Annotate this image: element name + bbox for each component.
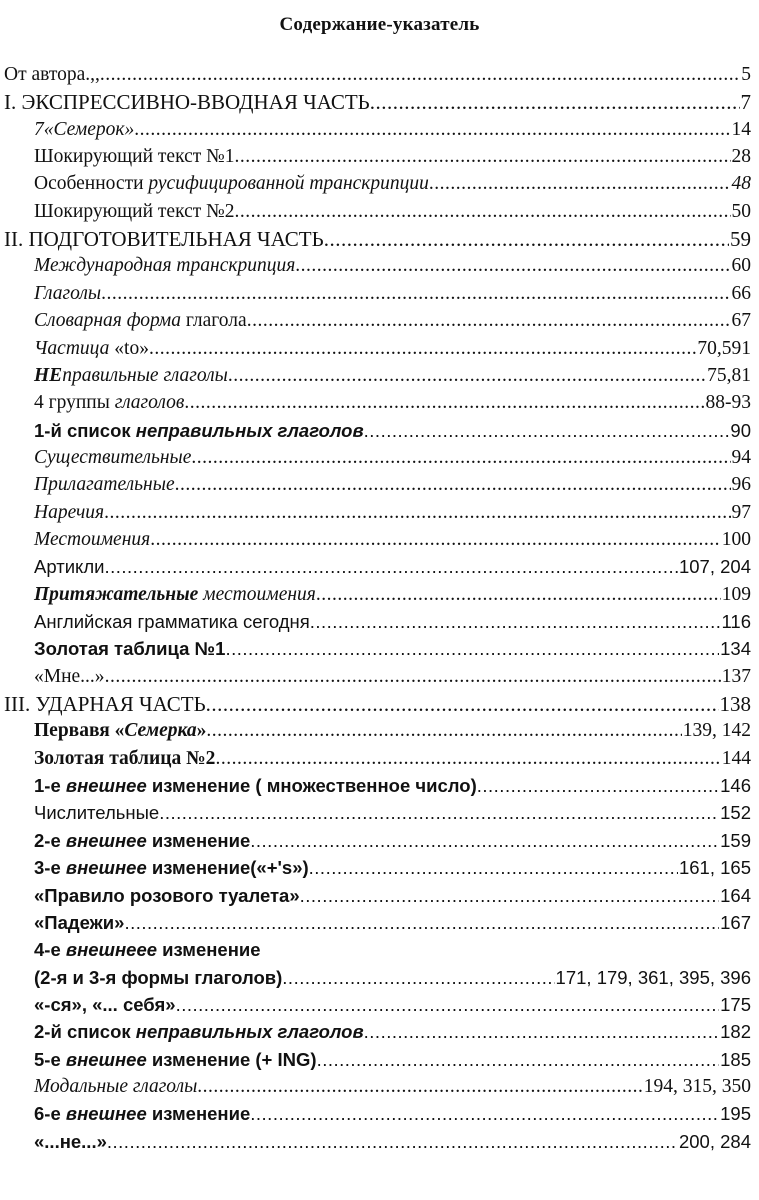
toc-entry-text: Семерка — [124, 720, 197, 742]
dot-leader — [234, 144, 730, 170]
toc-entry-label — [34, 117, 134, 143]
toc-entry — [34, 144, 751, 170]
toc-page-number: 175 — [720, 993, 751, 1015]
toc-entry — [34, 281, 751, 307]
dot-leader — [370, 89, 740, 115]
toc-entry-label — [4, 226, 324, 252]
toc-entry-text: Числительные — [34, 802, 160, 824]
toc-entry — [4, 89, 751, 115]
dot-leader — [295, 253, 730, 279]
toc-page-number: 66 — [731, 282, 751, 304]
toc-entry — [34, 992, 751, 1018]
toc-entry-text: изменение (+ ING) — [146, 1048, 317, 1070]
toc-entry-label — [34, 308, 247, 334]
toc-entry-text: I. ЭКСПРЕССИВНО-ВВОДНАЯ ЧАСТЬ — [4, 90, 370, 115]
toc-entry-text: правильные глаголы — [62, 364, 228, 386]
toc-page-number: 97 — [731, 501, 751, 523]
toc-page-number: 107, 204 — [678, 556, 751, 578]
toc-entry-text: изменение — [146, 1103, 251, 1125]
toc-entry-text: внешнее — [65, 1103, 147, 1125]
dot-leader — [104, 500, 730, 526]
toc-entry — [34, 1101, 751, 1127]
toc-entry-text: Золотая таблица №2 — [34, 747, 216, 769]
toc-entry-text: внешнее — [65, 775, 147, 797]
toc-page-number: 182 — [720, 1021, 751, 1043]
toc-entry-label — [34, 390, 184, 416]
toc-entry — [34, 800, 751, 826]
toc-entry-text: Шокирующий текст №1 — [34, 146, 235, 168]
toc-entry-text: 7«Семерок» — [34, 118, 135, 140]
dot-leader — [176, 992, 720, 1018]
dot-leader — [225, 636, 719, 662]
dot-leader — [206, 718, 681, 744]
toc-entry — [34, 965, 751, 991]
toc-entry-text: «Мне...» — [34, 665, 105, 687]
toc-entry-text: III. УДАРНАЯ ЧАСТЬ — [4, 692, 206, 717]
toc-page-number: 195 — [720, 1103, 751, 1125]
dot-leader — [247, 308, 731, 334]
dot-leader — [104, 554, 678, 580]
toc-entry — [34, 718, 751, 744]
toc-page-number: 167 — [720, 911, 751, 933]
toc-entry-text: 2-й список — [34, 1021, 136, 1043]
toc-entry — [34, 1129, 751, 1155]
toc-entry — [34, 883, 751, 909]
toc-entry-text: Существительные — [34, 446, 192, 468]
toc-entry-text: 6-е — [34, 1103, 66, 1125]
toc-entry-text: 1-й список — [34, 419, 136, 441]
toc-entry — [34, 199, 751, 225]
toc-page-number: 90 — [730, 419, 751, 441]
toc-entry-text: Международная транскрипция — [34, 255, 296, 277]
toc-page-number: 94 — [731, 446, 751, 468]
toc-entry-label — [34, 500, 104, 526]
toc-entry — [34, 1019, 751, 1045]
dot-leader — [300, 883, 719, 909]
toc-page-number: 50 — [731, 200, 751, 222]
toc-entry — [34, 582, 751, 608]
toc-entry-label — [34, 800, 159, 826]
toc-entry-label — [34, 992, 176, 1018]
toc-entry — [34, 253, 751, 279]
toc-entry-label — [34, 445, 191, 471]
toc-entry-label — [34, 1047, 317, 1073]
toc-entry-text: глагола — [181, 310, 247, 332]
toc-page-number: 48 — [731, 173, 751, 195]
dot-leader — [197, 1074, 642, 1100]
toc-entry-text: Английская грамматика сегодня — [34, 611, 310, 632]
toc-entry-text: внешнее — [65, 1048, 147, 1070]
toc-entry-label — [34, 472, 175, 498]
toc-entry — [34, 746, 751, 772]
toc-entry-text: изменение ( множественное число) — [146, 775, 477, 797]
toc-entry-text: Шокирующий текст №2 — [34, 200, 235, 222]
toc-page-number: 70,591 — [697, 337, 751, 359]
toc-page-number: 109 — [721, 583, 751, 605]
toc-entry-text: Местоимения — [34, 528, 151, 550]
toc-page-number: 7 — [740, 90, 751, 115]
toc-entry-label — [34, 1129, 107, 1155]
toc-entry-text: Модальные глаголы — [34, 1075, 198, 1097]
toc-entry — [34, 472, 751, 498]
dot-leader — [124, 910, 719, 936]
toc-page-number: 75,81 — [707, 364, 751, 386]
dot-leader — [101, 281, 730, 307]
toc-entry-text: неправильных глаголов — [135, 419, 364, 441]
toc-entry — [34, 664, 751, 690]
toc-entry-text: 3-е — [34, 857, 66, 879]
toc-entry-text: «Правило розового туалета» — [34, 884, 300, 906]
toc-entry-text: «to» — [109, 337, 149, 359]
dot-leader — [316, 582, 721, 608]
toc-entry — [34, 1074, 751, 1100]
toc-entry-label — [34, 336, 149, 362]
toc-page-number: 164 — [720, 884, 751, 906]
toc-entry-text: НЕ — [34, 364, 63, 386]
toc-entry-text: «Падежи» — [34, 911, 125, 933]
toc-entry — [34, 773, 751, 799]
toc-page-number: 67 — [731, 310, 751, 332]
toc-entry-label — [34, 664, 105, 690]
toc-entry-text: Притяжательные — [34, 583, 199, 605]
toc-entry-label — [34, 1101, 250, 1127]
toc-entry-text: 4 группы — [34, 392, 115, 414]
toc-page-number: 159 — [720, 829, 751, 851]
toc-entry — [34, 500, 751, 526]
toc-page-number: 134 — [720, 638, 751, 660]
toc-entry — [34, 171, 751, 197]
dot-leader — [191, 445, 730, 471]
toc-page-number: 88-93 — [705, 392, 751, 414]
toc-entry-text: «...не...» — [34, 1130, 107, 1152]
toc-entry-text: Артикли — [34, 556, 105, 578]
toc-page-number: 14 — [731, 118, 751, 140]
toc-entry — [34, 363, 751, 389]
dot-leader — [364, 1019, 719, 1045]
page-title: Содержание-указатель — [279, 14, 480, 35]
toc-entry — [34, 910, 751, 936]
toc-page-number: 185 — [720, 1048, 751, 1070]
toc-entry-text: 4-е — [34, 939, 66, 961]
toc-entry-label — [34, 609, 310, 635]
toc-entry — [34, 527, 751, 553]
toc-entry-label — [34, 1074, 197, 1100]
toc-entry — [34, 937, 751, 963]
toc-entry-label — [34, 281, 101, 307]
toc-entry-text: изменение — [146, 829, 251, 851]
dot-leader — [105, 664, 721, 690]
toc-page-number: 100 — [721, 528, 751, 550]
toc-entry-text: внешнеее — [65, 939, 158, 961]
toc-entry — [34, 554, 751, 580]
dot-leader — [250, 1101, 719, 1127]
dot-leader — [309, 855, 678, 881]
toc-entry-text: местоимения — [198, 583, 316, 605]
toc-page-number: 161, 165 — [678, 857, 751, 879]
toc-entry — [34, 1047, 751, 1073]
dot-leader — [206, 691, 719, 717]
toc-entry-label — [34, 1019, 364, 1045]
toc-entry-label — [4, 89, 370, 115]
toc-entry-label — [34, 363, 228, 389]
dot-leader — [175, 472, 731, 498]
toc-entry — [34, 308, 751, 334]
toc-entry-text: От автора.,, — [4, 64, 100, 85]
dot-leader — [100, 62, 740, 88]
toc-entry-label — [34, 171, 429, 197]
toc-entry-text: неправильных глаголов — [135, 1021, 364, 1043]
dot-leader — [324, 226, 729, 252]
dot-leader — [317, 1047, 720, 1073]
toc-entry-text: 5-е — [34, 1048, 66, 1070]
toc-entry — [34, 117, 751, 143]
toc-entry-label — [4, 691, 206, 717]
dot-leader — [477, 773, 719, 799]
toc-page-number: 144 — [721, 747, 751, 769]
toc-entry-text: внешнее — [65, 829, 147, 851]
dot-leader — [310, 609, 721, 635]
dot-leader — [184, 390, 704, 416]
toc-page-number: 146 — [720, 775, 751, 797]
toc-page-number: 5 — [741, 64, 751, 85]
dot-leader — [228, 363, 706, 389]
toc-entry-text: (2-я и 3-я формы глаголов) — [34, 966, 283, 988]
toc-entry-text: русифицированной транскрипции — [148, 173, 429, 195]
toc-entry — [34, 609, 751, 635]
toc-entry-label — [34, 910, 124, 936]
toc-entry-text: изменение — [157, 939, 261, 961]
dot-leader — [215, 746, 720, 772]
toc-entry-label — [34, 199, 234, 225]
toc-entry-label — [4, 62, 100, 88]
dot-leader — [234, 199, 730, 225]
toc-entry-label — [34, 883, 300, 909]
toc-entry — [4, 62, 751, 88]
toc-entry-label — [34, 144, 234, 170]
toc-entry-text: 1-е — [34, 775, 66, 797]
toc-entry-text: Словарная форма — [34, 310, 182, 332]
toc-entry-text: изменение(«+'s») — [146, 857, 309, 879]
toc-entry-label — [34, 773, 477, 799]
toc-entry-label — [34, 937, 261, 963]
toc-entry — [34, 636, 751, 662]
toc-entry-label — [34, 828, 250, 854]
toc-entry-label — [34, 636, 225, 662]
toc-entry-text: глаголов — [114, 392, 185, 414]
toc-entry — [34, 855, 751, 881]
toc-page-number: 137 — [721, 665, 751, 687]
toc-entry — [34, 828, 751, 854]
toc-entry-text: » — [196, 720, 207, 742]
toc-entry — [34, 445, 751, 471]
toc-entry — [4, 226, 751, 252]
toc-page-number: 194, 315, 350 — [643, 1075, 751, 1097]
dot-leader — [282, 965, 554, 991]
toc-entry-text: 2-е — [34, 829, 66, 851]
toc-entry-text: II. ПОДГОТОВИТЕЛЬНАЯ ЧАСТЬ — [4, 227, 324, 252]
toc-entry-label — [34, 855, 309, 881]
dot-leader — [150, 527, 721, 553]
toc-entry-label — [34, 554, 104, 580]
toc-entry — [34, 390, 751, 416]
dot-leader — [107, 1129, 678, 1155]
toc-entry-text: Прилагательные — [34, 474, 175, 496]
toc-page-number: 28 — [731, 146, 751, 168]
toc-entry — [4, 691, 751, 717]
toc-entry-label — [34, 746, 215, 772]
toc-page-number: 200, 284 — [678, 1130, 751, 1152]
toc-entry-label — [34, 582, 316, 608]
toc-entry — [34, 418, 751, 444]
toc-entry-label — [34, 527, 150, 553]
toc-entry-text: Наречия — [34, 501, 105, 523]
toc-page-number: 139, 142 — [682, 720, 751, 742]
toc-page-number: 116 — [721, 611, 751, 632]
dot-leader — [429, 171, 731, 197]
toc-entry-label — [34, 418, 364, 444]
toc-entry-text: Первавя « — [34, 720, 125, 742]
toc-page-number: 60 — [731, 255, 751, 277]
dot-leader — [134, 117, 730, 143]
toc-entry-label — [34, 965, 282, 991]
dot-leader — [149, 336, 696, 362]
toc-page-number: 59 — [730, 227, 751, 252]
dot-leader — [364, 418, 730, 444]
toc-entry-text: внешнее — [65, 857, 147, 879]
toc-page-number: 96 — [731, 474, 751, 496]
dot-leader — [159, 800, 719, 826]
toc-entry-text: Золотая таблица №1 — [34, 638, 226, 660]
toc-page-number: 152 — [720, 802, 751, 824]
dot-leader — [250, 828, 719, 854]
toc-entry-text: Частица — [34, 337, 110, 359]
toc-entry-text: Глаголы — [34, 282, 102, 304]
toc-entry-label — [34, 718, 206, 744]
toc-page-number: 138 — [719, 692, 751, 717]
toc-entry-label — [34, 253, 295, 279]
toc-entry — [34, 336, 751, 362]
toc-entry-text: Особенности — [34, 173, 149, 195]
toc-page-number: 171, 179, 361, 395, 396 — [555, 966, 751, 988]
toc-entry-text: «-ся», «... себя» — [34, 993, 176, 1015]
